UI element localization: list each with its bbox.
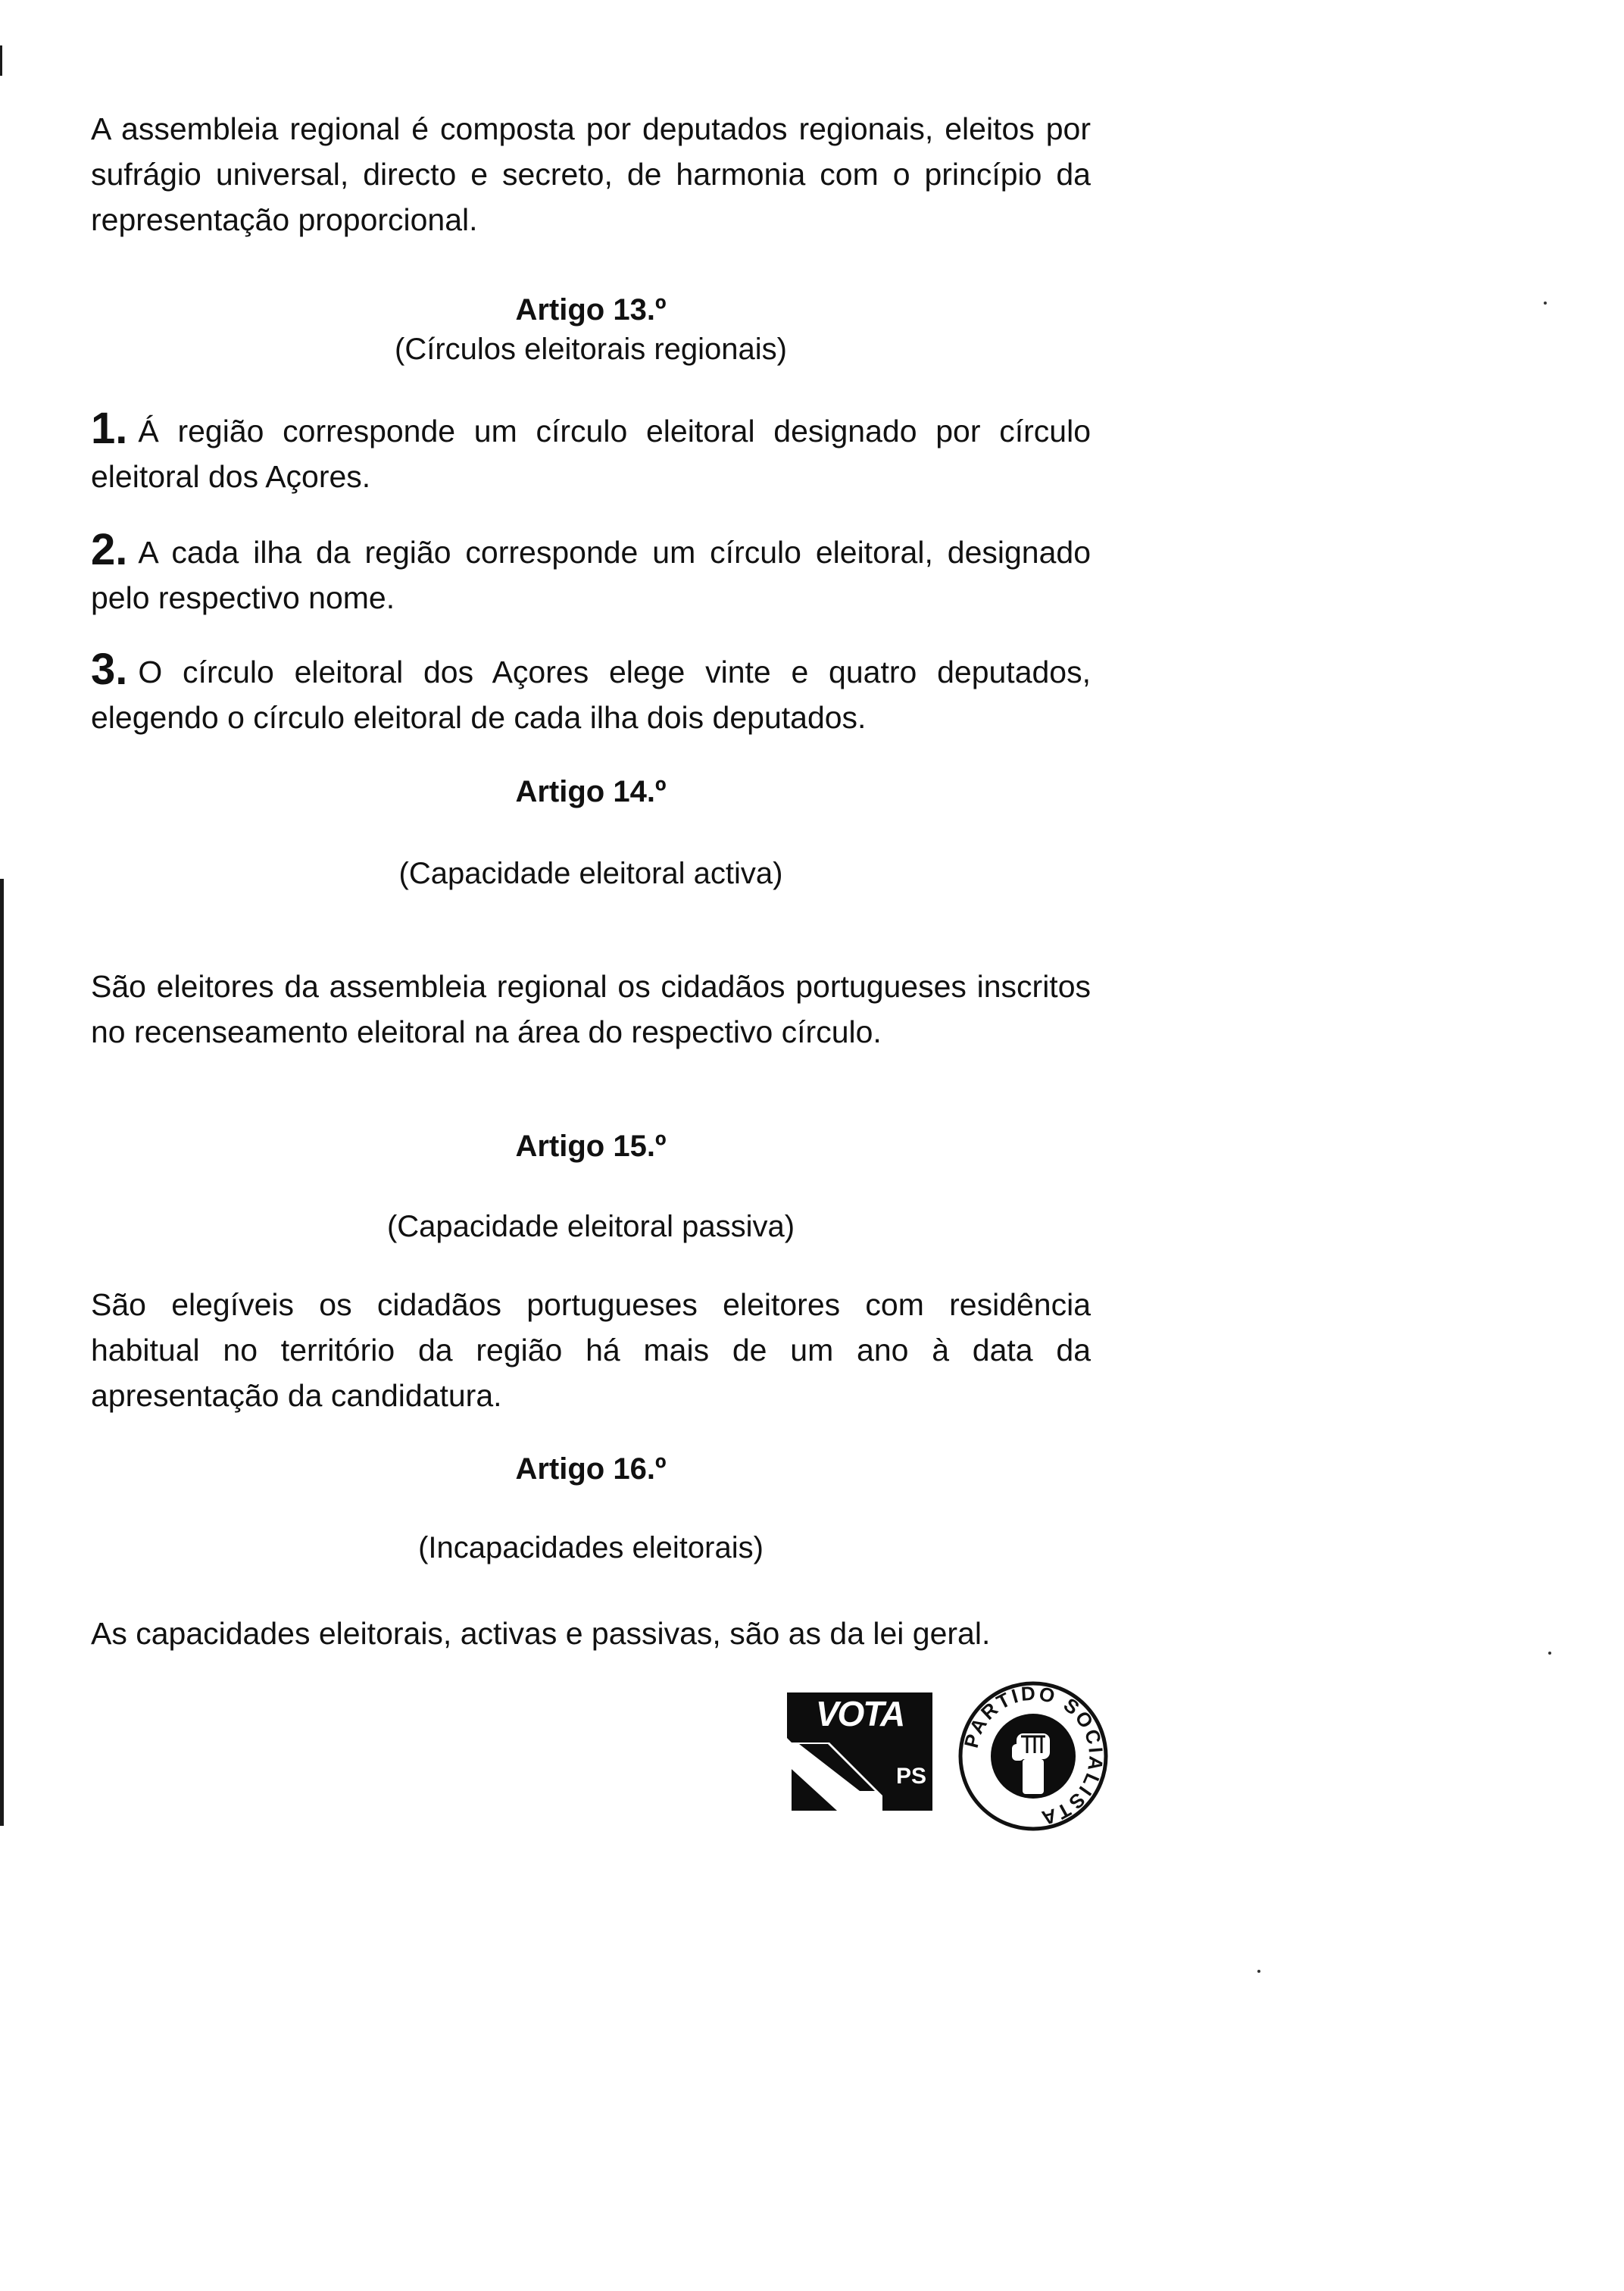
article-13-item-3 (91, 647, 1091, 740)
article-15-subtitle: (Capacidade eleitoral passiva) (386, 1210, 795, 1243)
vota-text: VOTA (815, 1694, 904, 1733)
partido-socialista-seal (957, 1680, 1109, 1832)
item-text: Á região corresponde um círculo eleitoral designado por círculo eleitoral dos Açores. (91, 414, 1091, 494)
article-13-title: Artigo 13.º (515, 293, 667, 327)
article-13-item-2 (91, 527, 1091, 620)
scan-speck (1548, 1652, 1551, 1655)
item-number: 1. (91, 404, 128, 453)
seal-ring-text: PARTIDO SOCIALISTA (959, 1681, 1108, 1830)
article-15-paragraph: São elegíveis os cidadãos portugueses eleitores com residência habitual no território da região há mais de um ano à data da apresentação da candidatura. (91, 1287, 1091, 1413)
article-13-subtitle: (Círculos eleitorais regionais) (395, 333, 787, 366)
item-text: O círculo eleitoral dos Açores elege vinte e quatro deputados, elegendo o círculo eleitoral de cada ilha dois deputados. (91, 655, 1091, 735)
article-16-subtitle: (Incapacidades eleitorais) (418, 1531, 764, 1564)
ps-text: PS (895, 1764, 927, 1789)
article-16-paragraph: As capacidades eleitorais, activas e passivas, são as da lei geral. (91, 1616, 991, 1651)
article-15-title: Artigo 15.º (515, 1130, 667, 1163)
page-edge-mark (0, 45, 2, 76)
article-14-subtitle: (Capacidade eleitoral activa) (398, 857, 783, 890)
article-13-item-1 (91, 406, 1091, 499)
scan-speck (1544, 302, 1547, 305)
item-number: 3. (91, 645, 128, 694)
item-text: A cada ilha da região corresponde um círculo eleitoral, designado pelo respectivo nome. (91, 535, 1091, 615)
article-14-title: Artigo 14.º (515, 775, 667, 808)
article-16-title: Artigo 16.º (515, 1452, 667, 1486)
scan-speck (1257, 1970, 1260, 1973)
article-14-paragraph: São eleitores da assembleia regional os cidadãos portugueses inscritos no recenseamento eleitoral na área do respectivo círculo. (91, 969, 1091, 1049)
vota-ps-logo (784, 1689, 935, 1814)
intro-paragraph: A assembleia regional é composta por deputados regionais, eleitos por sufrágio universal, directo e secreto, de harmonia com o princípio da representação proporcional. (91, 111, 1091, 237)
item-number: 2. (91, 525, 128, 574)
page-edge-shadow (0, 879, 4, 1826)
